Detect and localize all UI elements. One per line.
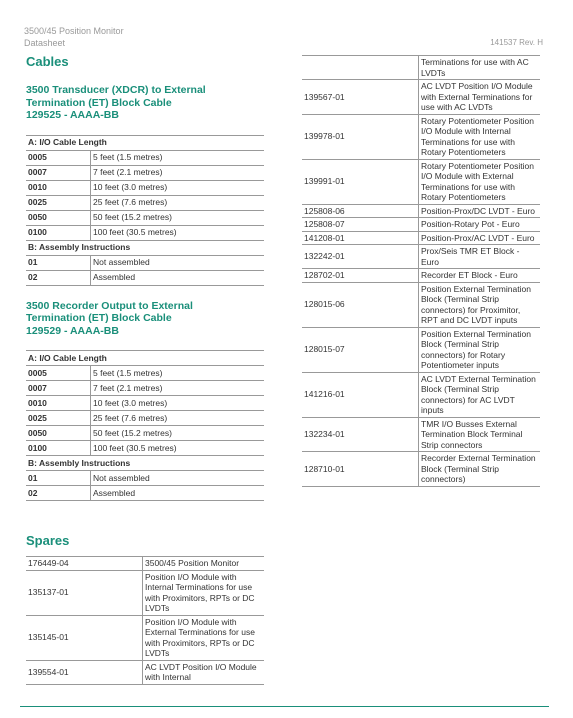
part-number-cell: 132234-01 bbox=[302, 417, 419, 452]
part-description-cell: Position-Rotary Pot - Euro bbox=[419, 218, 541, 232]
code-cell: 01 bbox=[26, 255, 91, 270]
part-description-cell: Prox/Seis TMR ET Block - Euro bbox=[419, 245, 541, 269]
description-cell: Not assembled bbox=[91, 255, 265, 270]
table-header-row: B: Assembly Instructions bbox=[26, 456, 264, 471]
description-cell: Not assembled bbox=[91, 471, 265, 486]
part-description-cell: Rotary Potentiometer Position I/O Module with Internal Terminations for use with Rotary Potentiometers bbox=[419, 114, 541, 159]
part-description-cell: Position External Termination Block (Terminal Strip connectors) for Proximitor, RPT and DC LVDT inputs bbox=[419, 282, 541, 327]
code-cell: 02 bbox=[26, 270, 91, 285]
part-number-cell bbox=[302, 56, 419, 80]
table-header-row: A: I/O Cable Length bbox=[26, 351, 264, 366]
cable-length-row bbox=[26, 225, 264, 240]
code-cell: 01 bbox=[26, 471, 91, 486]
cable2-options-table bbox=[26, 350, 264, 501]
code-cell: 0100 bbox=[26, 225, 91, 240]
part-number-cell: 128710-01 bbox=[302, 452, 419, 487]
description-cell: Assembled bbox=[91, 486, 265, 501]
part-number-cell: 135137-01 bbox=[26, 570, 143, 615]
description-cell: 10 feet (3.0 metres) bbox=[91, 396, 265, 411]
cable1-options-table bbox=[26, 135, 264, 286]
cable-length-row bbox=[26, 441, 264, 456]
code-cell: 0050 bbox=[26, 210, 91, 225]
spare-row bbox=[302, 269, 540, 283]
spare-row bbox=[302, 159, 540, 204]
cable1-title: 3500 Transducer (XDCR) to External Termination (ET) Block Cable 129525 - AAAA-BB bbox=[26, 84, 206, 121]
document-title: 3500/45 Position Monitor bbox=[24, 26, 124, 36]
description-cell: 7 feet (2.1 metres) bbox=[91, 165, 265, 180]
part-description-cell: AC LVDT Position I/O Module with Internal bbox=[143, 660, 265, 684]
part-number-cell: 139978-01 bbox=[302, 114, 419, 159]
spares-heading: Spares bbox=[26, 533, 70, 548]
description-cell: 25 feet (7.6 metres) bbox=[91, 195, 265, 210]
footer-rule bbox=[20, 706, 549, 707]
part-number-cell: 128015-06 bbox=[302, 282, 419, 327]
part-description-cell: AC LVDT Position I/O Module with External Terminations for use with AC LVDTs bbox=[419, 80, 541, 115]
spare-row bbox=[302, 114, 540, 159]
part-description-cell: 3500/45 Position Monitor bbox=[143, 557, 265, 571]
code-cell: 0005 bbox=[26, 150, 91, 165]
cable2-title: 3500 Recorder Output to External Termination (ET) Block Cable 129529 - AAAA-BB bbox=[26, 299, 193, 337]
spare-row bbox=[26, 557, 264, 571]
code-cell: 0007 bbox=[26, 165, 91, 180]
cable-length-row bbox=[26, 426, 264, 441]
description-cell: Assembled bbox=[91, 270, 265, 285]
part-description-cell: AC LVDT External Termination Block (Terminal Strip connectors) for AC LVDT inputs bbox=[419, 372, 541, 417]
spare-row bbox=[302, 245, 540, 269]
part-number-cell: 125808-06 bbox=[302, 204, 419, 218]
part-number-cell: 135145-01 bbox=[26, 615, 143, 660]
description-cell: 25 feet (7.6 metres) bbox=[91, 411, 265, 426]
cables-heading: Cables bbox=[26, 54, 69, 69]
code-cell: 0050 bbox=[26, 426, 91, 441]
part-number-cell: 141208-01 bbox=[302, 231, 419, 245]
part-number-cell: 125808-07 bbox=[302, 218, 419, 232]
cable-length-row bbox=[26, 411, 264, 426]
spare-row bbox=[302, 417, 540, 452]
left-column bbox=[26, 55, 264, 685]
code-cell: 0025 bbox=[26, 195, 91, 210]
document-number: 141537 Rev. H bbox=[490, 38, 543, 47]
cable-length-row bbox=[26, 150, 264, 165]
part-number-cell: 141216-01 bbox=[302, 372, 419, 417]
description-cell: 5 feet (1.5 metres) bbox=[91, 366, 265, 381]
part-description-cell: Rotary Potentiometer Position I/O Module with External Terminations for use with Rotary Potentiometers bbox=[419, 159, 541, 204]
part-number-cell: 139567-01 bbox=[302, 80, 419, 115]
part-description-cell: Terminations for use with AC LVDTs bbox=[419, 56, 541, 80]
description-cell: 50 feet (15.2 metres) bbox=[91, 210, 265, 225]
part-description-cell: Position I/O Module with External Terminations for use with Proximitors, RPTs or DC LVDTs bbox=[143, 615, 265, 660]
spare-row bbox=[26, 570, 264, 615]
part-number-cell: 176449-04 bbox=[26, 557, 143, 571]
spare-row bbox=[302, 282, 540, 327]
spare-row bbox=[302, 80, 540, 115]
spare-row bbox=[302, 56, 540, 80]
part-number-cell: 139554-01 bbox=[26, 660, 143, 684]
table-header-row: A: I/O Cable Length bbox=[26, 135, 264, 150]
part-number-cell: 128702-01 bbox=[302, 269, 419, 283]
spare-row bbox=[302, 218, 540, 232]
assembly-row bbox=[26, 270, 264, 285]
cable-length-row bbox=[26, 195, 264, 210]
spare-row bbox=[26, 660, 264, 684]
spare-row bbox=[302, 452, 540, 487]
part-number-cell: 128015-07 bbox=[302, 327, 419, 372]
code-cell: 0007 bbox=[26, 381, 91, 396]
part-description-cell: Position-Prox/AC LVDT - Euro bbox=[419, 231, 541, 245]
part-description-cell: Position External Termination Block (Terminal Strip connectors) for Rotary Potentiometer inputs bbox=[419, 327, 541, 372]
spares-table-left bbox=[26, 556, 264, 685]
description-cell: 100 feet (30.5 metres) bbox=[91, 441, 265, 456]
code-cell: 02 bbox=[26, 486, 91, 501]
cable-length-row bbox=[26, 210, 264, 225]
description-cell: 50 feet (15.2 metres) bbox=[91, 426, 265, 441]
part-description-cell: Position-Prox/DC LVDT - Euro bbox=[419, 204, 541, 218]
table-header-row: B: Assembly Instructions bbox=[26, 240, 264, 255]
code-cell: 0010 bbox=[26, 180, 91, 195]
code-cell: 0025 bbox=[26, 411, 91, 426]
cable-length-row bbox=[26, 396, 264, 411]
document-header bbox=[24, 25, 124, 49]
right-column bbox=[302, 55, 540, 487]
code-cell: 0100 bbox=[26, 441, 91, 456]
description-cell: 5 feet (1.5 metres) bbox=[91, 150, 265, 165]
spares-table-right bbox=[302, 55, 540, 487]
assembly-row bbox=[26, 255, 264, 270]
assembly-row bbox=[26, 486, 264, 501]
spare-row bbox=[302, 372, 540, 417]
spare-row bbox=[302, 231, 540, 245]
part-description-cell: Recorder External Termination Block (Terminal Strip connectors) bbox=[419, 452, 541, 487]
part-number-cell: 139991-01 bbox=[302, 159, 419, 204]
cable-length-row bbox=[26, 180, 264, 195]
part-description-cell: TMR I/O Busses External Termination Block Terminal Strip connectors bbox=[419, 417, 541, 452]
cable-length-row bbox=[26, 165, 264, 180]
cable-length-row bbox=[26, 366, 264, 381]
code-cell: 0005 bbox=[26, 366, 91, 381]
part-description-cell: Position I/O Module with Internal Terminations for use with Proximitors, RPTs or DC LVDTs bbox=[143, 570, 265, 615]
cable-length-row bbox=[26, 381, 264, 396]
spare-row bbox=[302, 327, 540, 372]
spare-row bbox=[302, 204, 540, 218]
description-cell: 7 feet (2.1 metres) bbox=[91, 381, 265, 396]
document-subtitle: Datasheet bbox=[24, 38, 66, 48]
description-cell: 100 feet (30.5 metres) bbox=[91, 225, 265, 240]
part-number-cell: 132242-01 bbox=[302, 245, 419, 269]
part-description-cell: Recorder ET Block - Euro bbox=[419, 269, 541, 283]
assembly-row bbox=[26, 471, 264, 486]
code-cell: 0010 bbox=[26, 396, 91, 411]
spare-row bbox=[26, 615, 264, 660]
description-cell: 10 feet (3.0 metres) bbox=[91, 180, 265, 195]
